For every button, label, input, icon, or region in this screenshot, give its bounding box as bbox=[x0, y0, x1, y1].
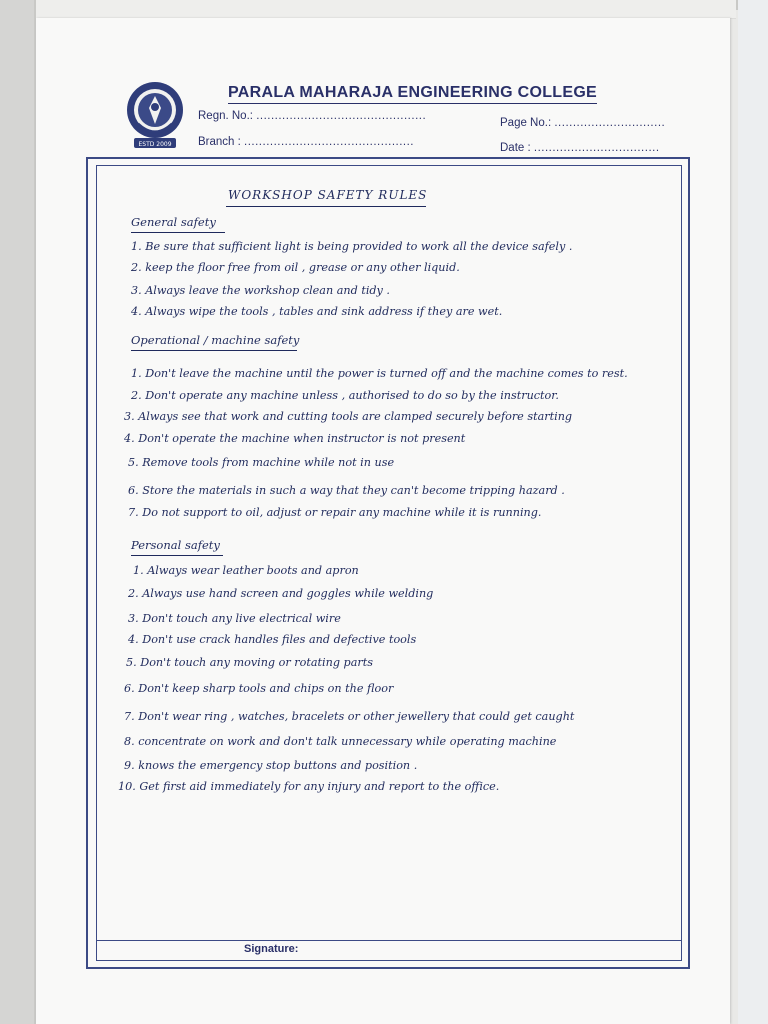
table-surface-right bbox=[738, 0, 768, 1024]
section-underline bbox=[131, 350, 297, 351]
college-name: PARALA MAHARAJA ENGINEERING COLLEGE bbox=[228, 84, 597, 104]
section-underline bbox=[131, 232, 225, 233]
branch-label: Branch : bbox=[198, 136, 241, 148]
page-field: Page No.: .............................. bbox=[500, 117, 666, 129]
signature-divider bbox=[96, 940, 682, 941]
paper-stack-top bbox=[36, 0, 736, 19]
list-item: 2. Don't operate any machine unless , authorised to do so by the instructor. bbox=[131, 389, 559, 402]
date-field: Date : .................................. bbox=[500, 142, 660, 154]
list-item: 5. Remove tools from machine while not in use bbox=[128, 456, 395, 469]
list-item: 8. concentrate on work and don't talk unnecessary while operating machine bbox=[124, 735, 557, 748]
list-item: 3. Always leave the workshop clean and tidy . bbox=[131, 284, 390, 297]
svg-text:ESTD 2009: ESTD 2009 bbox=[138, 141, 172, 148]
list-item: 7. Don't wear ring , watches, bracelets or other jewellery that could get caught bbox=[124, 710, 575, 723]
signature-label: Signature: bbox=[244, 943, 299, 955]
list-item: 10. Get first aid immediately for any injury and report to the office. bbox=[118, 780, 500, 793]
regn-field: Regn. No.: .............................................. bbox=[198, 110, 427, 122]
list-item: 6. Store the materials in such a way that they can't become tripping hazard . bbox=[128, 484, 565, 497]
list-item: 6. Don't keep sharp tools and chips on the floor bbox=[124, 682, 394, 695]
page-label: Page No.: bbox=[500, 117, 552, 129]
section-underline bbox=[131, 555, 223, 556]
regn-label: Regn. No.: bbox=[198, 110, 253, 122]
list-item: 7. Do not support to oil, adjust or repair any machine while it is running. bbox=[128, 506, 542, 519]
list-item: 3. Always see that work and cutting tools are clamped securely before starting bbox=[124, 410, 573, 423]
section-heading-personal: Personal safety bbox=[131, 538, 220, 552]
branch-field: Branch : .............................................. bbox=[198, 136, 415, 148]
list-item: 1. Always wear leather boots and apron bbox=[133, 564, 359, 577]
list-item: 4. Don't operate the machine when instructor is not present bbox=[124, 432, 466, 445]
list-item: 3. Don't touch any live electrical wire bbox=[128, 612, 341, 625]
table-surface-left bbox=[0, 0, 34, 1024]
list-item: 4. Don't use crack handles files and defective tools bbox=[128, 633, 417, 646]
section-heading-general: General safety bbox=[131, 215, 216, 229]
list-item: 4. Always wipe the tools , tables and sink address if they are wet. bbox=[131, 305, 503, 318]
list-item: 2. keep the floor free from oil , grease or any other liquid. bbox=[131, 261, 460, 274]
list-item: 5. Don't touch any moving or rotating parts bbox=[126, 656, 373, 669]
page-title: WORKSHOP SAFETY RULES bbox=[228, 188, 428, 202]
title-underline bbox=[226, 206, 426, 207]
list-item: 9. knows the emergency stop buttons and position . bbox=[124, 759, 418, 772]
section-heading-operational: Operational / machine safety bbox=[131, 333, 300, 347]
list-item: 1. Be sure that sufficient light is being provided to work all the device safely . bbox=[131, 240, 573, 253]
college-logo-icon bbox=[124, 80, 186, 154]
list-item: 2. Always use hand screen and goggles while welding bbox=[128, 587, 434, 600]
list-item: 1. Don't leave the machine until the power is turned off and the machine comes to rest. bbox=[131, 367, 628, 380]
date-label: Date : bbox=[500, 142, 531, 154]
